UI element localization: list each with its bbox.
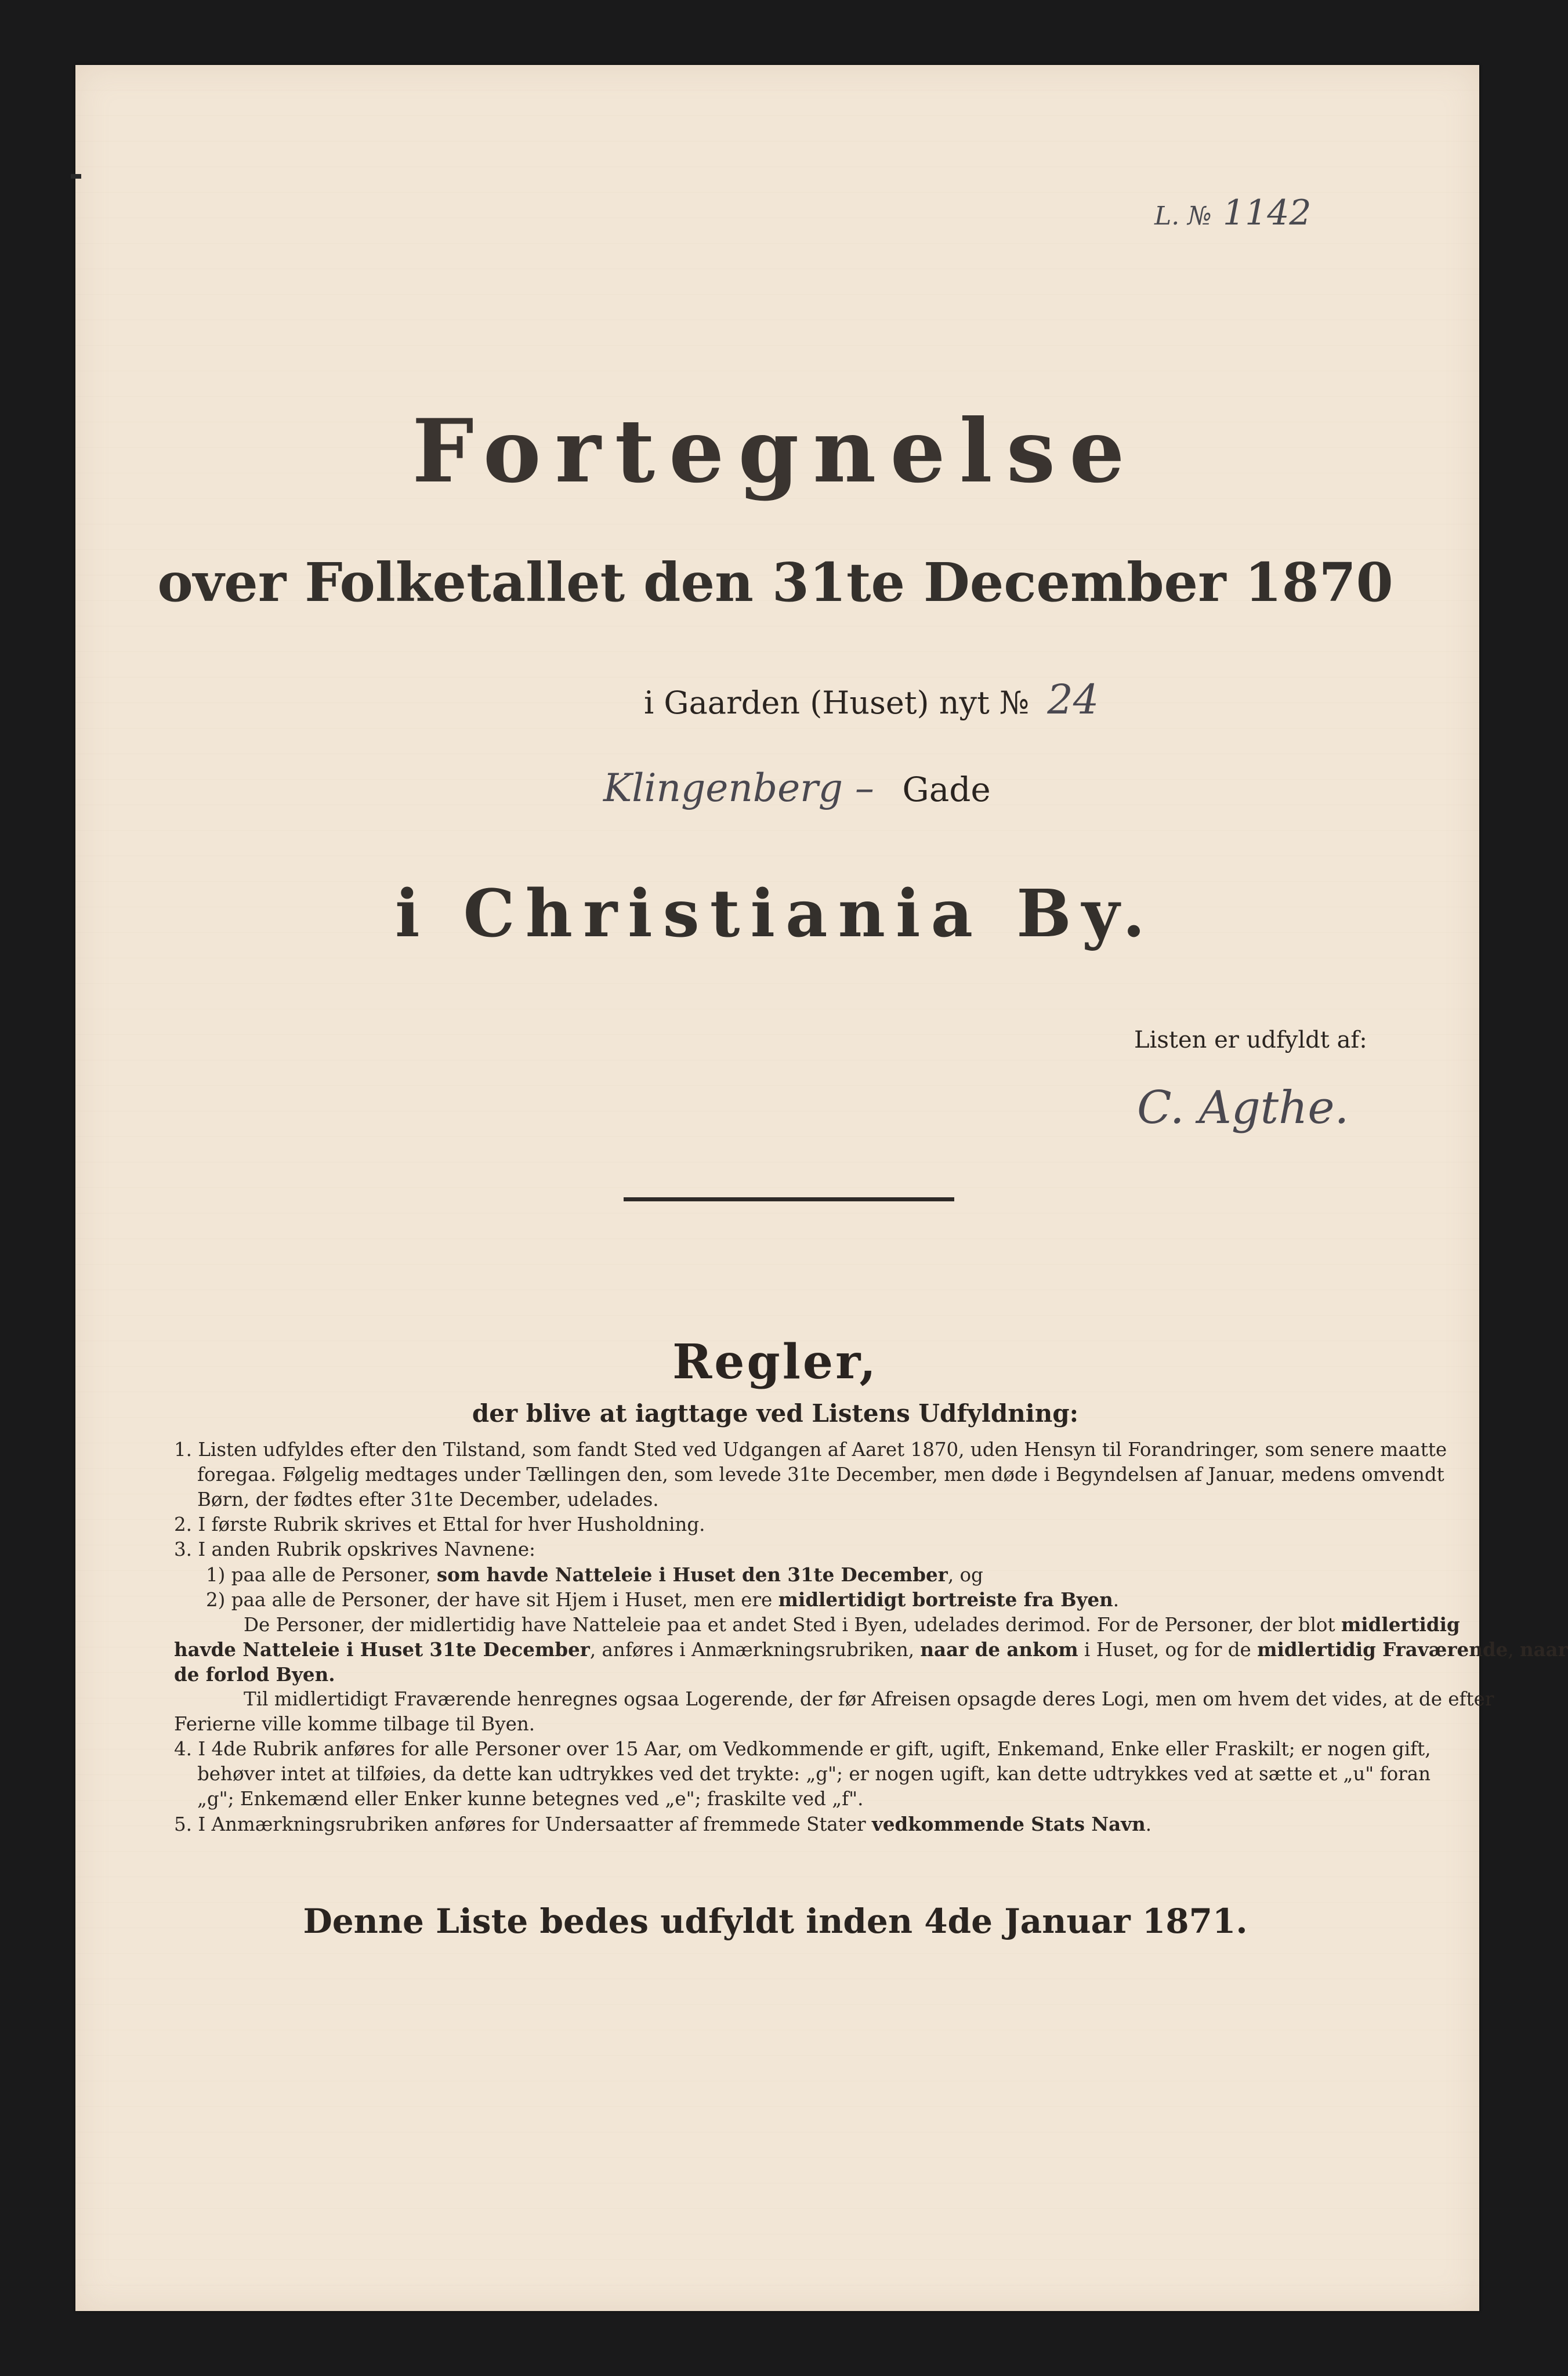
document-subtitle: over Folketallet den 31te December 1870 [157, 551, 1393, 614]
rule-emphasis: midlertidig [1341, 1613, 1460, 1636]
rule-text: i Huset, og for de [1078, 1639, 1258, 1661]
rule-emphasis: de forlod Byen. [174, 1663, 335, 1686]
archive-number [1154, 193, 1312, 233]
rule-line: 2. I første Rubrik skrives et Ettal for hver Husholdning. [174, 1513, 705, 1535]
street-name: Klingenberg – [603, 766, 874, 810]
rule-text: De Personer, der midlertidig have Natteleie paa et andet Sted i Byen, udelades derimod. For de Personer, der blot [244, 1614, 1341, 1636]
house-number: 24 [1047, 676, 1099, 723]
street-line [603, 766, 991, 810]
rule-line [174, 1637, 1568, 1662]
rule-emphasis: midlertidig Fraværende [1257, 1638, 1508, 1661]
rule-line: „g"; Enkemænd eller Enker kunne betegnes ved „e"; fraskilte ved „f". [197, 1788, 864, 1810]
rule-text: 1) paa alle de Personer, [206, 1564, 437, 1586]
rule-emphasis: som havde Natteleie i Huset den 31te December [436, 1563, 948, 1586]
deadline-note: Denne Liste bedes udfyldt inden 4de Januar 1871. [303, 1901, 1248, 1941]
rule-line: foregaa. Følgelig medtages under Tællingen den, som levede 31te December, men døde i Begyndelsen af Januar, medens omvendt [197, 1464, 1444, 1486]
rule-line: Ferierne ville komme tilbage til Byen. [174, 1713, 535, 1735]
rule-emphasis: naar de ankom [920, 1638, 1078, 1661]
rule-text: , anføres i Anmærkningsrubriken, [589, 1639, 921, 1661]
house-line [644, 676, 1099, 723]
archive-number-prefix: L. № [1154, 201, 1212, 231]
rule-text: . [1145, 1813, 1152, 1835]
rules-heading: Regler, [672, 1334, 878, 1390]
rule-line: behøver intet at tilføies, da dette kan udtrykkes ved det trykte: „g"; er nogen ugift, kan dette udtrykkes ved at sætte et „u" foran [197, 1763, 1431, 1785]
filled-by-label: Listen er udfyldt af: [1134, 1027, 1367, 1053]
rule-line: 3. I anden Rubrik opskrives Navnene: [174, 1538, 536, 1560]
rule-emphasis: havde Natteleie i Huset 31te December [174, 1638, 590, 1661]
rule-line [174, 1812, 1340, 1837]
signature [1137, 1082, 1349, 1134]
rule-text: , og [947, 1564, 983, 1586]
signature-text: C. Agthe. [1137, 1082, 1349, 1134]
rule-text: 5. I Anmærkningsrubriken anføres for Undersaatter af fremmede Stater [174, 1813, 872, 1835]
house-label: i Gaarden (Huset) nyt № [644, 684, 1030, 721]
archive-number-value: 1142 [1222, 193, 1312, 233]
document-title: Fortegnelse [412, 400, 1139, 502]
city-line: i Christiania By. [395, 876, 1156, 952]
rule-line [174, 1562, 1340, 1587]
rules-subheading: der blive at iagttage ved Listens Udfyldning: [472, 1399, 1079, 1428]
rule-line: 1. Listen udfyldes efter den Tilstand, som fandt Sted ved Udgangen af Aaret 1870, uden Hensyn til Forandringer, som senere maatte [174, 1439, 1447, 1461]
rule-line: Børn, der fødtes efter 31te December, udelades. [197, 1488, 659, 1511]
rule-text: , [1508, 1639, 1520, 1661]
rule-emphasis: naar [1519, 1638, 1568, 1661]
rule-line [174, 1587, 1340, 1612]
edge-mark [71, 174, 81, 179]
rule-line: Til midlertidigt Fraværende henregnes ogsaa Logerende, der før Afreisen opsagde deres Logi, men om hvem det vides, at de efter [244, 1688, 1494, 1710]
rule-text: . [1113, 1589, 1120, 1611]
rule-emphasis: vedkommende Stats Navn [871, 1813, 1146, 1835]
rules-text [174, 1437, 1568, 1837]
street-suffix: Gade [902, 770, 991, 809]
rule-line: 4. I 4de Rubrik anføres for alle Personer over 15 Aar, om Vedkommende er gift, ugift, Enkemand, Enke eller Fraskilt; er nogen gift, [174, 1738, 1431, 1760]
rule-text: 2) paa alle de Personer, der have sit Hjem i Huset, men ere [206, 1589, 778, 1611]
divider-line [624, 1197, 954, 1201]
rule-line [174, 1662, 1340, 1687]
rule-line [174, 1612, 1460, 1637]
rule-emphasis: midlertidigt bortreiste fra Byen [778, 1588, 1113, 1611]
